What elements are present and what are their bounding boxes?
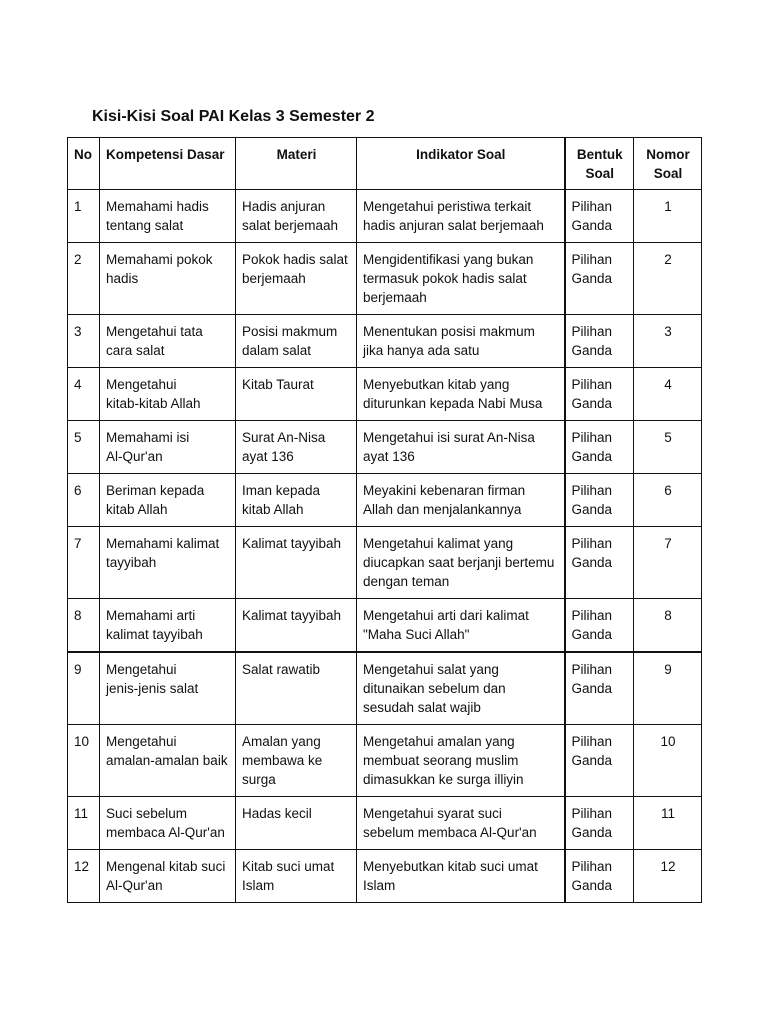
cell-kompetensi-dasar: Mengetahui jenis-jenis salat <box>100 652 236 725</box>
cell-nomor-soal: 7 <box>634 527 702 599</box>
cell-indikator-soal: Menyebutkan kitab yang diturunkan kepada Nabi Musa <box>357 368 565 421</box>
cell-no: 7 <box>68 527 100 599</box>
cell-kompetensi-dasar: Beriman kepada kitab Allah <box>100 474 236 527</box>
cell-bentuk-soal: Pilihan Ganda <box>565 421 634 474</box>
cell-nomor-soal: 12 <box>634 850 702 903</box>
cell-materi: Surat An-Nisa ayat 136 <box>236 421 357 474</box>
cell-kompetensi-dasar: Memahami arti kalimat tayyibah <box>100 599 236 653</box>
cell-materi: Posisi makmum dalam salat <box>236 315 357 368</box>
cell-materi: Kitab suci umat Islam <box>236 850 357 903</box>
table-row <box>68 797 702 850</box>
cell-nomor-soal: 4 <box>634 368 702 421</box>
cell-no: 10 <box>68 725 100 797</box>
table-row <box>68 599 702 653</box>
cell-nomor-soal: 5 <box>634 421 702 474</box>
cell-no: 4 <box>68 368 100 421</box>
cell-nomor-soal: 3 <box>634 315 702 368</box>
table-row <box>68 725 702 797</box>
cell-no: 5 <box>68 421 100 474</box>
cell-materi: Kalimat tayyibah <box>236 527 357 599</box>
cell-kompetensi-dasar: Mengetahui amalan-amalan baik <box>100 725 236 797</box>
cell-bentuk-soal: Pilihan Ganda <box>565 725 634 797</box>
cell-kompetensi-dasar: Memahami hadis tentang salat <box>100 190 236 243</box>
table-row <box>68 368 702 421</box>
table-header-row <box>68 138 702 190</box>
cell-indikator-soal: Mengetahui arti dari kalimat "Maha Suci Allah" <box>357 599 565 653</box>
cell-no: 2 <box>68 243 100 315</box>
cell-nomor-soal: 8 <box>634 599 702 653</box>
cell-kompetensi-dasar: Memahami pokok hadis <box>100 243 236 315</box>
cell-kompetensi-dasar: Memahami isi Al-Qur'an <box>100 421 236 474</box>
cell-indikator-soal: Mengetahui syarat suci sebelum membaca Al-Qur'an <box>357 797 565 850</box>
cell-no: 1 <box>68 190 100 243</box>
cell-materi: Kalimat tayyibah <box>236 599 357 653</box>
cell-bentuk-soal: Pilihan Ganda <box>565 474 634 527</box>
cell-bentuk-soal: Pilihan Ganda <box>565 599 634 653</box>
cell-indikator-soal: Mengetahui kalimat yang diucapkan saat berjanji bertemu dengan teman <box>357 527 565 599</box>
cell-kompetensi-dasar: Memahami kalimat tayyibah <box>100 527 236 599</box>
cell-bentuk-soal: Pilihan Ganda <box>565 190 634 243</box>
cell-bentuk-soal: Pilihan Ganda <box>565 527 634 599</box>
header-bentuk-soal: Bentuk Soal <box>565 138 634 190</box>
cell-nomor-soal: 2 <box>634 243 702 315</box>
cell-indikator-soal: Mengetahui peristiwa terkait hadis anjuran salat berjemaah <box>357 190 565 243</box>
cell-kompetensi-dasar: Mengetahui kitab-kitab Allah <box>100 368 236 421</box>
table-row <box>68 190 702 243</box>
cell-bentuk-soal: Pilihan Ganda <box>565 368 634 421</box>
cell-no: 11 <box>68 797 100 850</box>
table-row <box>68 243 702 315</box>
cell-materi: Hadis anjuran salat berjemaah <box>236 190 357 243</box>
table-row <box>68 474 702 527</box>
table-row <box>68 527 702 599</box>
table-row <box>68 315 702 368</box>
cell-indikator-soal: Menentukan posisi makmum jika hanya ada satu <box>357 315 565 368</box>
cell-nomor-soal: 1 <box>634 190 702 243</box>
cell-no: 3 <box>68 315 100 368</box>
cell-materi: Kitab Taurat <box>236 368 357 421</box>
header-no: No <box>68 138 100 190</box>
cell-materi: Salat rawatib <box>236 652 357 725</box>
cell-no: 9 <box>68 652 100 725</box>
cell-indikator-soal: Mengidentifikasi yang bukan termasuk pokok hadis salat berjemaah <box>357 243 565 315</box>
kisi-kisi-table <box>67 137 702 903</box>
cell-indikator-soal: Mengetahui amalan yang membuat seorang muslim dimasukkan ke surga illiyin <box>357 725 565 797</box>
cell-nomor-soal: 9 <box>634 652 702 725</box>
cell-nomor-soal: 6 <box>634 474 702 527</box>
cell-no: 8 <box>68 599 100 653</box>
cell-nomor-soal: 10 <box>634 725 702 797</box>
cell-kompetensi-dasar: Suci sebelum membaca Al-Qur'an <box>100 797 236 850</box>
table-row <box>68 421 702 474</box>
table-row <box>68 652 702 725</box>
table-body <box>68 190 702 903</box>
cell-bentuk-soal: Pilihan Ganda <box>565 797 634 850</box>
header-materi: Materi <box>236 138 357 190</box>
cell-bentuk-soal: Pilihan Ganda <box>565 850 634 903</box>
table-row <box>68 850 702 903</box>
cell-materi: Pokok hadis salat berjemaah <box>236 243 357 315</box>
page-title: Kisi-Kisi Soal PAI Kelas 3 Semester 2 <box>92 108 375 125</box>
cell-indikator-soal: Mengetahui salat yang ditunaikan sebelum dan sesudah salat wajib <box>357 652 565 725</box>
cell-indikator-soal: Meyakini kebenaran firman Allah dan menjalankannya <box>357 474 565 527</box>
cell-materi: Amalan yang membawa ke surga <box>236 725 357 797</box>
cell-no: 6 <box>68 474 100 527</box>
cell-indikator-soal: Mengetahui isi surat An-Nisa ayat 136 <box>357 421 565 474</box>
header-nomor-soal: Nomor Soal <box>634 138 702 190</box>
cell-indikator-soal: Menyebutkan kitab suci umat Islam <box>357 850 565 903</box>
header-kompetensi-dasar: Kompetensi Dasar <box>100 138 236 190</box>
cell-nomor-soal: 11 <box>634 797 702 850</box>
cell-kompetensi-dasar: Mengenal kitab suci Al-Qur'an <box>100 850 236 903</box>
cell-no: 12 <box>68 850 100 903</box>
cell-bentuk-soal: Pilihan Ganda <box>565 315 634 368</box>
cell-kompetensi-dasar: Mengetahui tata cara salat <box>100 315 236 368</box>
cell-materi: Hadas kecil <box>236 797 357 850</box>
cell-bentuk-soal: Pilihan Ganda <box>565 652 634 725</box>
cell-materi: Iman kepada kitab Allah <box>236 474 357 527</box>
cell-bentuk-soal: Pilihan Ganda <box>565 243 634 315</box>
header-indikator-soal: Indikator Soal <box>357 138 565 190</box>
